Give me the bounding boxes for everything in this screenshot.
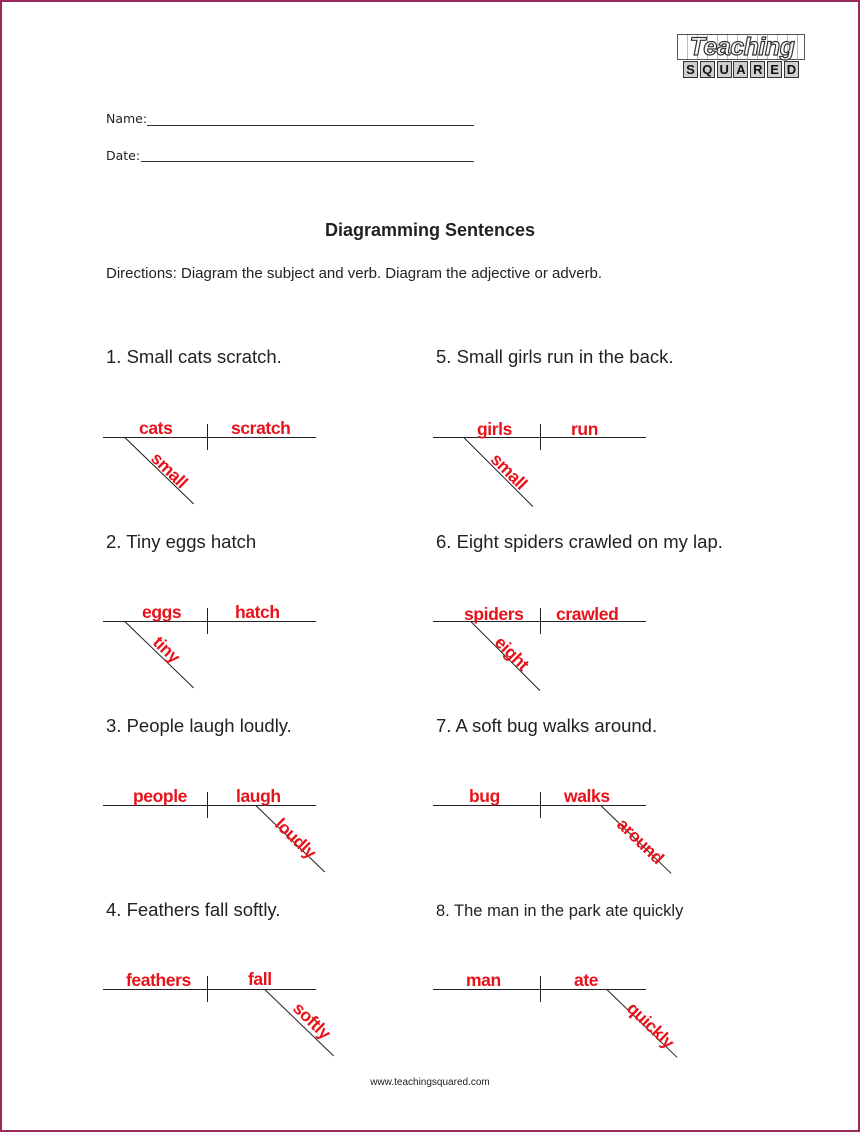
answer-modifier: quickly <box>623 998 679 1053</box>
sentence-1: 1. Small cats scratch. <box>106 346 282 367</box>
answer-modifier: small <box>486 449 532 494</box>
diagram-divider <box>207 608 208 634</box>
diagram-divider <box>540 608 541 634</box>
sentence-2: 2. Tiny eggs hatch <box>106 531 257 552</box>
answer-modifier: small <box>147 448 192 493</box>
answer-subject: bug <box>469 786 500 806</box>
answer-subject: people <box>133 786 187 806</box>
logo-word: Teaching <box>689 33 795 61</box>
sentence-8 <box>436 899 683 921</box>
footer-website: www.teachingsquared.com <box>370 1077 490 1088</box>
answer-verb: ate <box>574 970 599 990</box>
answer-verb: run <box>571 419 598 439</box>
logo-letter: Q <box>700 61 715 78</box>
answer-subject: girls <box>477 419 512 439</box>
diagram-2 <box>103 602 333 721</box>
logo-letter: A <box>733 61 748 78</box>
diagram-4 <box>103 969 335 1089</box>
teaching-squared-logo <box>677 34 805 80</box>
logo-letter: R <box>750 61 765 78</box>
answer-subject: feathers <box>126 970 191 990</box>
answer-verb: scratch <box>231 418 291 438</box>
logo-letter: U <box>717 61 732 78</box>
name-label: Name: <box>106 111 148 126</box>
diagram-baseline <box>103 621 316 622</box>
logo-letter: D <box>784 61 799 78</box>
date-label: Date: <box>106 148 141 163</box>
answer-verb: fall <box>248 969 272 989</box>
diagram-divider <box>540 976 541 1002</box>
answer-verb: laugh <box>236 786 281 806</box>
sentence-3: 3. People laugh loudly. <box>106 715 292 736</box>
logo-letter: E <box>767 61 782 78</box>
sentence-5: 5. Small girls run in the back. <box>436 346 674 367</box>
page-title: Diagramming Sentences <box>324 220 536 240</box>
answer-verb: hatch <box>235 602 280 622</box>
answer-subject: eggs <box>142 602 182 622</box>
answer-subject: man <box>466 970 501 990</box>
directions-text: Directions: Diagram the subject and verb. Diagram the adjective or adverb. <box>106 265 603 282</box>
logo-letter-row <box>683 61 799 78</box>
diagram-1 <box>103 418 333 537</box>
answer-verb: crawled <box>556 604 619 624</box>
answer-modifier: eight <box>490 632 534 675</box>
date-field[interactable] <box>141 161 474 162</box>
diagram-divider <box>207 976 208 1002</box>
answer-verb: walks <box>564 786 610 806</box>
diagram-5 <box>433 419 663 537</box>
diagram-divider <box>207 424 208 450</box>
diagram-divider <box>540 424 541 450</box>
logo-letter: S <box>683 61 698 78</box>
name-field[interactable] <box>147 125 474 126</box>
diagram-divider <box>540 792 541 818</box>
diagram-3 <box>103 786 333 905</box>
diagram-8 <box>433 970 679 1089</box>
answer-modifier: tiny <box>149 632 185 667</box>
sentence-7: 7. A soft bug walks around. <box>436 715 658 736</box>
logo-banner <box>677 34 805 60</box>
answer-modifier: loudly <box>271 814 321 863</box>
sentence-8-text: 8. The man in the park ate quickly <box>436 902 684 920</box>
answer-subject: spiders <box>464 604 524 624</box>
answer-modifier: around <box>613 814 668 868</box>
sentence-4: 4. Feathers fall softly. <box>106 899 281 920</box>
diagram-7 <box>433 786 668 905</box>
answer-modifier: softly <box>289 998 335 1044</box>
answer-subject: cats <box>139 418 173 438</box>
sentence-6: 6. Eight spiders crawled on my lap. <box>436 531 723 552</box>
diagram-divider <box>207 792 208 818</box>
diagram-6 <box>433 604 663 721</box>
